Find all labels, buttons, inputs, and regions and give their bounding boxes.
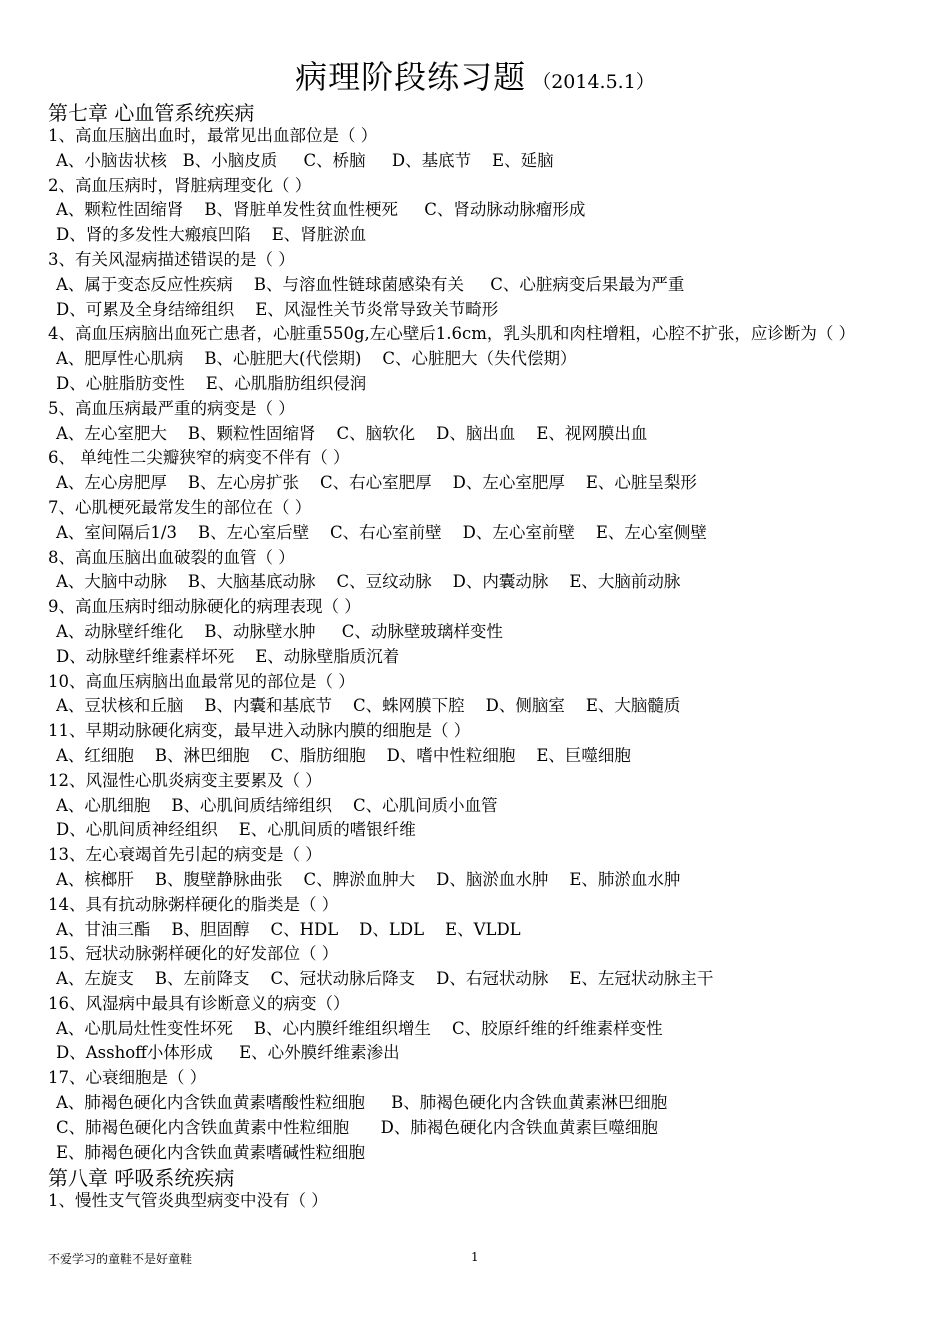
answer-options: D、可累及全身结缔组织 E、风湿性关节炎常导致关节畸形 (56, 299, 499, 319)
question-text: 3、有关风湿病描述错误的是（ ） (48, 249, 295, 269)
chapter-heading: 第七章 心血管系统疾病 (48, 101, 255, 125)
answer-options: D、肾的多发性大瘢痕凹陷 E、肾脏淤血 (56, 225, 367, 245)
question-text: 2、高血压病时，肾脏病理变化（ ） (48, 175, 312, 195)
answer-options: D、Asshoff小体形成 E、心外膜纤维素渗出 (56, 1043, 400, 1063)
question-text: 1、高血压脑出血时，最常见出血部位是（ ） (48, 126, 378, 145)
answer-options: D、心肌间质神经组织 E、心肌间质的嗜银纤维 (56, 820, 416, 840)
page-number: 1 (471, 1250, 479, 1264)
question-text: 13、左心衰竭首先引起的病变是（ ） (48, 845, 322, 865)
answer-options: A、左心房肥厚 B、左心房扩张 C、右心室肥厚 D、左心室肥厚 E、心脏呈梨形 (56, 473, 697, 493)
answer-options: A、甘油三酯 B、胆固醇 C、HDL D、LDL E、VLDL (56, 919, 521, 939)
answer-options: A、大脑中动脉 B、大脑基底动脉 C、豆纹动脉 D、内囊动脉 E、大脑前动脉 (56, 572, 681, 592)
question-text: 6、 单纯性二尖瓣狭窄的病变不伴有（ ） (48, 448, 350, 468)
answer-options: A、槟榔肝 B、腹壁静脉曲张 C、脾淤血肿大 D、脑淤血水肿 E、肺淤血水肿 (56, 869, 681, 889)
question-text: 1、慢性支气管炎典型病变中没有（ ） (48, 1191, 328, 1211)
answer-options: D、心脏脂肪变性 E、心肌脂肪组织侵润 (56, 373, 367, 393)
answer-options: A、豆状核和丘脑 B、内囊和基底节 C、蛛网膜下腔 D、侧脑室 E、大脑髓质 (56, 696, 681, 716)
question-text: 5、高血压病最严重的病变是（ ） (48, 398, 295, 418)
answer-options: A、颗粒性固缩肾 B、肾脏单发性贫血性梗死 C、肾动脉动脉瘤形成 (56, 200, 586, 220)
answer-options: A、小脑齿状核 B、小脑皮质 C、桥脑 D、基底节 E、延脑 (56, 150, 554, 170)
document-title (0, 52, 950, 98)
answer-options: A、心肌局灶性变性坏死 B、心内膜纤维组织增生 C、胶原纤维的纤维素样变性 (56, 1018, 663, 1038)
answer-options: A、红细胞 B、淋巴细胞 C、脂肪细胞 D、嗜中性粒细胞 E、巨噬细胞 (56, 745, 631, 765)
answer-options: A、室间隔后1/3 B、左心室后壁 C、右心室前壁 D、左心室前壁 E、左心室侧壁 (56, 522, 707, 542)
answer-options: A、属于变态反应性疾病 B、与溶血性链球菌感染有关 C、心脏病变后果最为严重 (56, 274, 685, 294)
answer-options: E、肺褐色硬化内含铁血黄素嗜碱性粒细胞 (56, 1142, 366, 1162)
answer-options: A、心肌细胞 B、心肌间质结缔组织 C、心肌间质小血管 (56, 795, 498, 815)
footer-slogan: 不爱学习的童鞋不是好童鞋 (48, 1252, 193, 1266)
title-date: （2014.5.1） (532, 71, 655, 93)
question-text: 17、心衰细胞是（ ） (48, 1068, 207, 1088)
answer-options: A、左心室肥大 B、颗粒性固缩肾 C、脑软化 D、脑出血 E、视网膜出血 (56, 423, 648, 443)
answer-options: A、肺褐色硬化内含铁血黄素嗜酸性粒细胞 B、肺褐色硬化内含铁血黄素淋巴细胞 (56, 1093, 668, 1113)
chapter-heading: 第八章 呼吸系统疾病 (48, 1166, 235, 1191)
question-text: 14、具有抗动脉粥样硬化的脂类是（ ） (48, 894, 339, 914)
answer-options: D、动脉壁纤维素样坏死 E、动脉壁脂质沉着 (56, 646, 400, 666)
question-text: 16、风湿病中最具有诊断意义的病变（） (48, 993, 350, 1013)
answer-options: C、肺褐色硬化内含铁血黄素中性粒细胞 D、肺褐色硬化内含铁血黄素巨噬细胞 (56, 1117, 658, 1137)
answer-options: A、左旋支 B、左前降支 C、冠状动脉后降支 D、右冠状动脉 E、左冠状动脉主干 (56, 969, 714, 989)
title-text: 病理阶段练习题 (295, 58, 527, 96)
question-text: 10、高血压病脑出血最常见的部位是（ ） (48, 671, 355, 691)
question-text: 9、高血压病时细动脉硬化的病理表现（ ） (48, 597, 361, 617)
question-text: 4、高血压病脑出血死亡患者，心脏重550g,左心壁后1.6cm，乳头肌和肉柱增粗，心腔不扩张，应诊断为（ ） (48, 324, 856, 344)
question-text: 15、冠状动脉粥样硬化的好发部位（ ） (48, 944, 339, 964)
question-text: 12、风湿性心肌炎病变主要累及（ ） (48, 770, 322, 790)
question-content (48, 100, 928, 1214)
question-text: 11、早期动脉硬化病变，最早进入动脉内膜的细胞是（ ） (48, 721, 471, 741)
question-text: 8、高血压脑出血破裂的血管（ ） (48, 547, 295, 567)
answer-options: A、动脉壁纤维化 B、动脉壁水肿 C、动脉壁玻璃样变性 (56, 621, 503, 641)
answer-options: A、肥厚性心肌病 B、心脏肥大(代偿期) C、心脏肥大（失代偿期） (56, 349, 577, 369)
question-text: 7、心肌梗死最常发生的部位在（ ） (48, 497, 312, 517)
